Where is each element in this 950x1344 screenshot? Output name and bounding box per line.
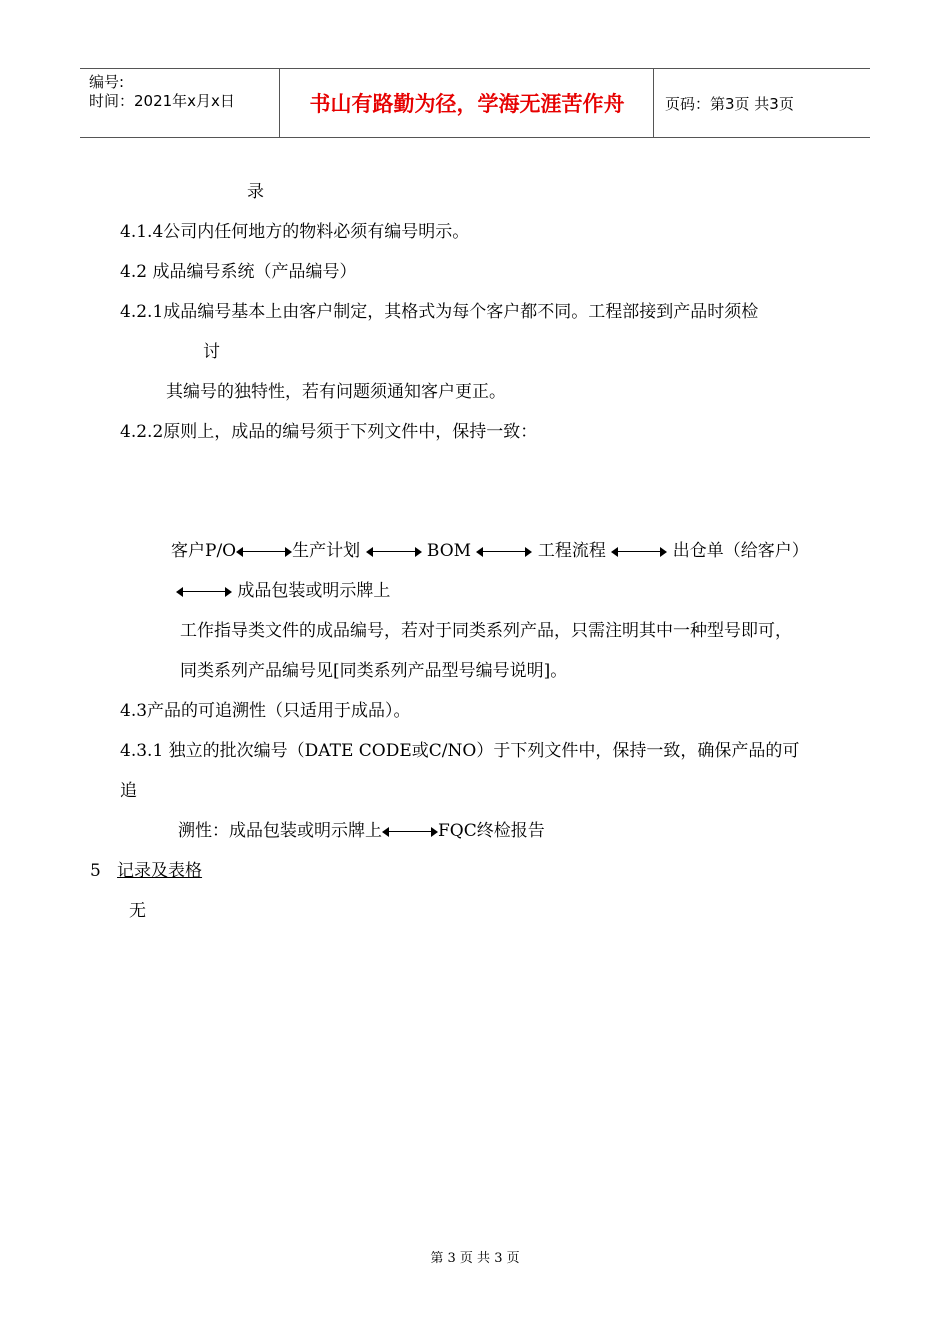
- flow-step: 工程流程: [537, 541, 606, 561]
- flow-line: [176, 580, 390, 602]
- double-arrow-icon: [366, 547, 422, 557]
- flow-step: 客户P/O: [171, 541, 237, 561]
- double-arrow-icon: [382, 827, 438, 837]
- header-motto: 书山有路勤为径，学海无涯苦作舟: [281, 69, 654, 137]
- section-number: 5: [90, 861, 101, 881]
- text-line: 同类系列产品编号见[同类系列产品型号编号说明]。: [180, 661, 568, 681]
- text-line: 4.3产品的可追溯性（只适用于成品）。: [120, 701, 411, 721]
- code-label: 编号:: [89, 73, 125, 91]
- text-line: 无: [129, 901, 146, 921]
- double-arrow-icon: [176, 587, 232, 597]
- text-line: 4.2.1成品编号基本上由客户制定，其格式为每个客户都不同。工程部接到产品时须检: [120, 302, 759, 322]
- page-footer: 第 3 页 共 3 页: [430, 1251, 520, 1266]
- text-line: 4.2.2原则上，成品的编号须于下列文件中，保持一致：: [120, 422, 538, 442]
- text-line: 4.2 成品编号系统（产品编号）: [120, 262, 357, 282]
- text-line: 4.1.4公司内任何地方的物料必须有编号明示。: [120, 222, 470, 242]
- section-heading: [90, 860, 202, 882]
- double-arrow-icon: [611, 547, 667, 557]
- text-segment: 溯性：成品包装或明示牌上: [178, 821, 382, 841]
- flow-step: 生产计划: [292, 541, 361, 561]
- header-meta: [80, 69, 280, 137]
- text-line: [178, 820, 545, 842]
- flow-step: BOM: [426, 541, 472, 561]
- time-label: 时间：2021年x月x日: [89, 92, 235, 110]
- flow-line: [171, 540, 809, 562]
- page-header: [80, 68, 870, 138]
- flow-step: 成品包装或明示牌上: [237, 581, 391, 601]
- text-line: 讨: [203, 342, 220, 362]
- text-line: 4.3.1 独立的批次编号（DATE CODE或C/NO）于下列文件中，保持一致，确保产品的可: [120, 741, 800, 761]
- double-arrow-icon: [476, 547, 532, 557]
- section-title: 记录及表格: [117, 861, 203, 881]
- double-arrow-icon: [236, 547, 292, 557]
- text-segment: FQC终检报告: [438, 821, 545, 841]
- text-line: 工作指导类文件的成品编号，若对于同类系列产品，只需注明其中一种型号即可，: [180, 621, 792, 641]
- flow-step: 出仓单（给客户）: [672, 541, 809, 561]
- header-page-info: 页码：第3页 共3页: [665, 94, 794, 113]
- text-line: 录: [247, 182, 264, 202]
- text-line: 其编号的独特性，若有问题须通知客户更正。: [166, 382, 506, 402]
- text-line: 追: [120, 781, 137, 801]
